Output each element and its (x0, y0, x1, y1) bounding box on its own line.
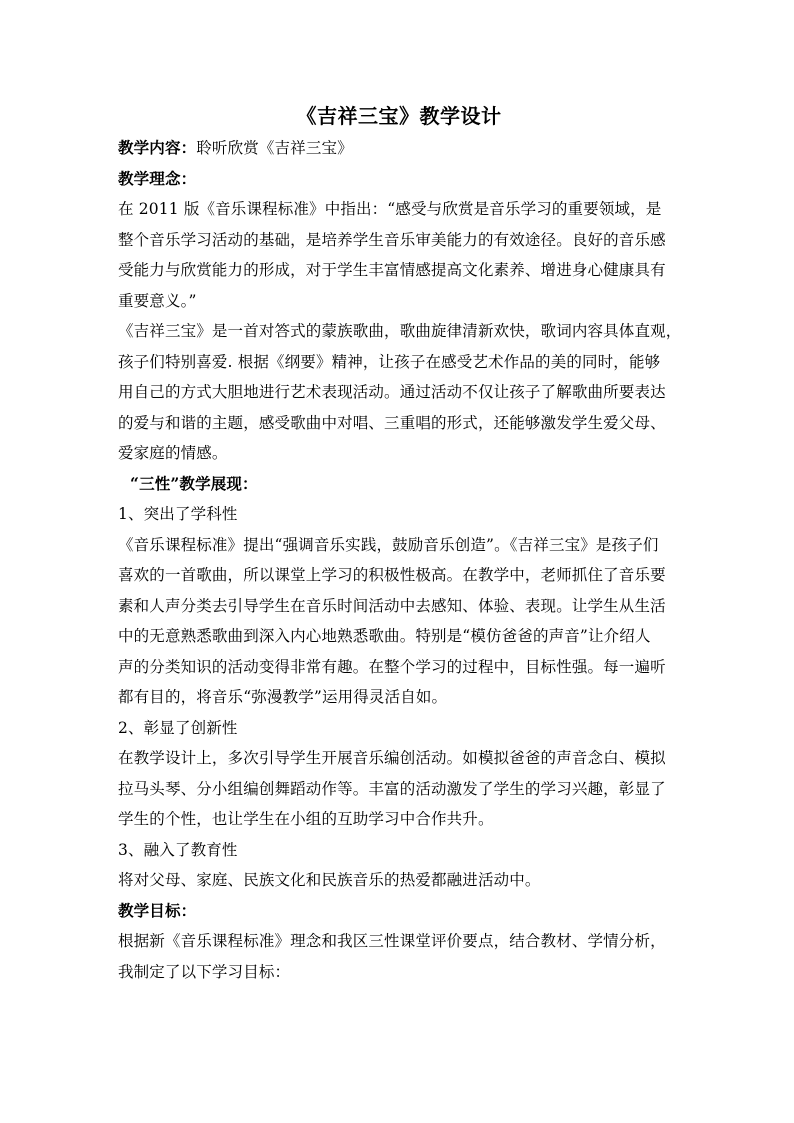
teaching-content-line (118, 133, 680, 164)
concept-paragraph (118, 194, 680, 316)
goals-line: 我制定了以下学习目标： (118, 962, 291, 981)
point-1-paragraph (118, 530, 680, 713)
point-2-paragraph (118, 743, 680, 835)
point-1-line: 《音乐课程标准》提出“强调音乐实践，鼓励音乐创造”。《吉祥三宝》是孩子们 (118, 535, 659, 554)
song-paragraph (118, 316, 680, 469)
point-1-line: 都有目的，将音乐“弥漫教学”运用得灵活自如。 (118, 688, 448, 706)
teaching-concept-heading: 教学理念： (118, 168, 197, 188)
song-paragraph-line: 孩子们特别喜爱. 根据《纲要》精神，让孩子在感受艺术作品的美的同时，能够 (118, 352, 661, 371)
point-2-title: 2、彰显了创新性 (118, 718, 238, 737)
song-paragraph-line: 的爱与和谐的主题，感受歌曲中对唱、三重唱的形式，还能够激发学生爱父母、 (118, 413, 666, 432)
song-paragraph-line: 《吉祥三宝》是一首对答式的蒙族歌曲，歌曲旋律清新欢快，歌词内容具体直观， (118, 322, 682, 340)
point-1-title: 1、突出了学科性 (118, 505, 238, 523)
point-3-line: 将对父母、家庭、民族文化和民族音乐的热爱都融进活动中。 (118, 871, 541, 889)
concept-paragraph-line: 重要意义。” (118, 291, 197, 310)
goals-paragraph (118, 926, 680, 987)
point-1-line: 声的分类知识的活动变得非常有趣。在整个学习的过程中，目标性强。每一遍听 (118, 657, 666, 676)
point-2-line: 学生的个性，也让学生在小组的互助学习中合作共升。 (118, 810, 494, 828)
document-title: 《吉祥三宝》教学设计 (296, 104, 502, 128)
point-2-line: 拉马头琴、分小组编创舞蹈动作等。丰富的活动激发了学生的学习兴趣，彰显了 (118, 779, 666, 798)
teaching-goals-heading: 教学目标： (118, 900, 197, 920)
three-qualities-heading: “三性”教学展现： (130, 473, 258, 493)
teaching-content-value: 聆听欣赏《吉祥三宝》 (196, 139, 353, 157)
song-paragraph-line: 用自己的方式大胆地进行艺术表现活动。通过活动不仅让孩子了解歌曲所要表达 (118, 383, 666, 401)
point-1-line: 喜欢的一首歌曲，所以课堂上学习的积极性极高。在教学中，老师抓住了音乐要 (118, 566, 666, 584)
point-2-line: 在教学设计上，多次引导学生开展音乐编创活动。如模拟爸爸的声音念白、模拟 (118, 749, 666, 767)
concept-paragraph-line: 整个音乐学习活动的基础，是培养学生音乐审美能力的有效途径。良好的音乐感 (118, 230, 666, 249)
song-paragraph-line: 爱家庭的情感。 (118, 444, 228, 462)
goals-line: 根据新《音乐课程标准》理念和我区三性课堂评价要点，结合教材、学情分析， (118, 932, 666, 950)
concept-paragraph-line: 受能力与欣赏能力的形成，对于学生丰富情感提高文化素养、增进身心健康具有 (118, 261, 666, 279)
point-3-title: 3、融入了教育性 (118, 840, 238, 859)
concept-paragraph-line: 在 2011 版《音乐课程标准》中指出：“感受与欣赏是音乐学习的重要领域，是 (118, 200, 662, 218)
document-page (118, 100, 680, 987)
point-1-line: 中的无意熟悉歌曲到深入内心地熟悉歌曲。特别是“模仿爸爸的声音”让介绍人 (118, 627, 651, 645)
teaching-content-label: 教学内容： (118, 138, 197, 157)
point-1-line: 素和人声分类去引导学生在音乐时间活动中去感知、体验、表现。让学生从生活 (118, 596, 666, 615)
point-3-paragraph (118, 865, 680, 896)
